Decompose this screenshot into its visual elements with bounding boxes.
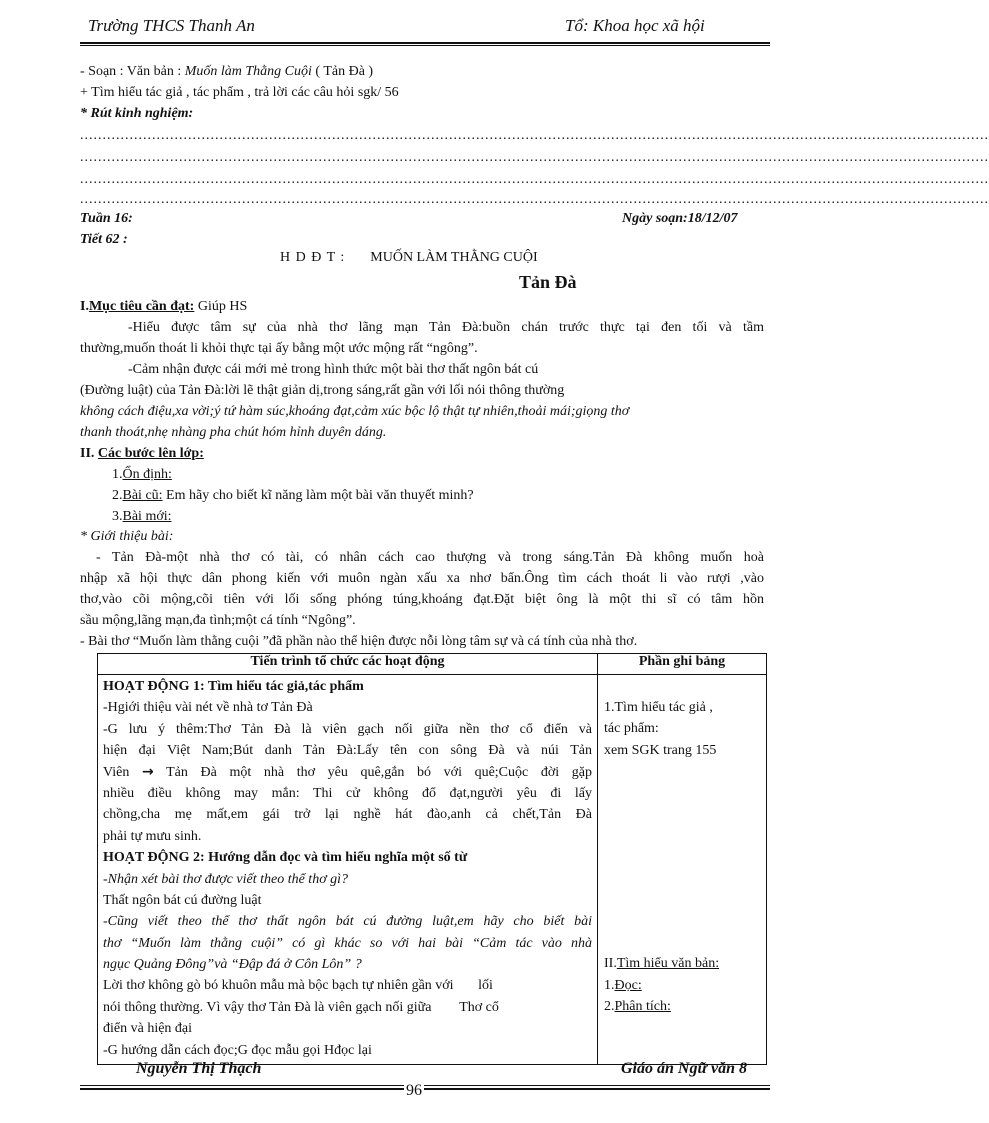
objective-1-line-2: thường,muốn thoát li khỏi thực tại ấy bằng một ước mộng rất “ngông”. [80, 341, 478, 356]
dotted-line-3: .......................................................................................................................................................................................................... [80, 172, 989, 187]
lesson-title: MUỐN LÀM THẰNG CUỘI [370, 250, 538, 265]
intro-line-5: - Bài thơ “Muốn làm thằng cuội ”đã phần nào thể hiện được nỗi lòng tâm sự và cá tính của nhà thơ. [80, 634, 638, 649]
board-section-2: II.Tìm hiểu văn bản: [604, 956, 720, 972]
review-heading: * Rút kinh nghiệm: [80, 106, 194, 121]
prep-date: Ngày soạn:18/12/07 [622, 211, 738, 226]
activity-2-answer: điển và hiện đại [103, 1021, 193, 1037]
lesson-type: H D Đ T : [280, 250, 346, 265]
activity-2-question: -Cũng viết theo thể thơ thất ngôn bát cú đường luật,em hãy cho biết bài [103, 914, 592, 930]
table-header-row [98, 654, 767, 675]
objective-2-line-2: (Đường luật) của Tản Đà:lời lẽ thật giản dị,trong sáng,rất gần với lối nói thông thường [80, 383, 565, 398]
objective-2-line-4: thanh thoát,nhẹ nhàng pha chút hóm hỉnh duyên dáng. [80, 425, 387, 440]
intro-line-3: thơ,vào cõi mộng,cõi tiên với lối sống phóng túng,khoáng đạt.Đặt biệt ông là một thi sĩ có tâm hồn [80, 592, 764, 607]
header-rule [80, 42, 770, 44]
activity-2-reading: -G hướng dẫn cách đọc;G đọc mẫu gọi Hđọc lại [103, 1042, 372, 1058]
intro-line-1: - Tản Đà-một nhà thơ có tài, có nhân cách cao thượng và trong sáng.Tản Đà không muốn hoà [96, 550, 764, 565]
activity-1-line: phải tự mưu sinh. [103, 828, 202, 844]
board-note: 1.Tìm hiểu tác giả , [604, 700, 713, 715]
prep-line: - Soạn : Văn bản : Muốn làm Thằng Cuội ( Tản Đà ) [80, 64, 374, 79]
board-note: 1.Đọc: [604, 977, 642, 993]
step-2: 2.Bài cũ: Em hãy cho biết kĩ năng làm một bài văn thuyết minh? [112, 488, 474, 503]
col-activities-header: Tiến trình tổ chức các hoạt động [98, 654, 598, 675]
activity-2-question: -Nhận xét bài thơ được viết theo thể thơ gì? [103, 871, 349, 887]
objective-2-line-1: -Cảm nhận được cái mới mẻ trong hình thức một bài thơ thất ngôn bát cú [128, 362, 539, 377]
col-board-header: Phần ghi bảng [598, 654, 767, 675]
dotted-line-4: .......................................................................................................................................................................................................... [80, 192, 989, 207]
activity-1-line: -Hgiới thiệu vài nét về nhà tơ Tản Đà [103, 700, 313, 716]
activity-1-title: HOẠT ĐỘNG 1: Tìm hiểu tác giả,tác phẩm [103, 679, 364, 694]
step-1: 1.Ổn định: [112, 467, 172, 482]
activity-2-answer: Thất ngôn bát cú đường luật [103, 892, 262, 908]
dotted-line-1: .......................................................................................................................................................................................................... [80, 128, 989, 143]
footer-rule-thin [80, 1085, 770, 1086]
period-label: Tiết 62 : [80, 232, 128, 247]
activity-1-line: Viên → Tản Đà một nhà thơ yêu quê,gắn bó với quê;Cuộc đời gặp [103, 763, 592, 780]
school-name: Trường THCS Thanh An [88, 16, 255, 35]
footer-rule [80, 1088, 770, 1090]
board-note: tác phẩm: [604, 721, 659, 737]
activity-1-line: nhiều điều không may mắn: Thi cử không đổ đạt,người yêu đi lấy [103, 785, 592, 801]
activity-2-question: thơ “Muốn làm thằng cuội” có gì khác so với hai bài “Cảm tác vào nhà [103, 935, 592, 951]
activity-2-answer: Lời thơ không gò bó khuôn mẫu mà bộc bạch tự nhiên gần với lối [103, 978, 493, 994]
lesson-title-line [280, 250, 538, 266]
board-note: xem SGK trang 155 [604, 742, 717, 758]
prep-task: + Tìm hiểu tác giả , tác phẩm , trả lời các câu hỏi sgk/ 56 [80, 85, 399, 100]
prep-title: Muốn làm Thằng Cuội [184, 64, 312, 79]
page-number: 96 [406, 1082, 422, 1099]
intro-line-4: sầu mộng,lãng mạn,đa tình;một cá tính “Ngông”. [80, 613, 356, 628]
objective-2-line-3: không cách điệu,xa vời;ý tứ hàm súc,khoáng đạt,cảm xúc bộc lộ thật tự nhiên,thoải mái;giọng thơ [80, 404, 630, 419]
table-row [98, 675, 767, 1065]
activity-2-question: ngục Quảng Đông”và “Đập đá ở Côn Lôn” ? [103, 957, 362, 973]
activity-2-title: HOẠT ĐỘNG 2: Hướng dẫn đọc và tìm hiểu nghĩa một số từ [103, 850, 468, 866]
subject-name: Giáo án Ngữ văn 8 [621, 1060, 748, 1077]
step-3: 3.Bài mới: [112, 509, 172, 524]
arrow-right-icon: → [142, 763, 154, 780]
week-label: Tuần 16: [80, 211, 133, 226]
objectives-heading: I.Mục tiêu cần đạt: Giúp HS [80, 299, 248, 314]
header-rule-thin [80, 45, 770, 46]
teacher-name: Nguyễn Thị Thạch [136, 1060, 262, 1077]
intro-heading: * Giới thiệu bài: [80, 529, 174, 544]
activity-1-line: hiện đại Việt Nam;Bút danh Tản Đà:Lấy tên con sông Đà và núi Tản [103, 743, 592, 759]
activity-2-answer: nói thông thường. Vì vậy thơ Tản Đà là viên gạch nối giữa Thơ cổ [103, 999, 499, 1015]
activity-1-line: -G lưu ý thêm:Thơ Tản Đà là viên gạch nối giữa nền thơ cổ điển và [103, 721, 592, 737]
objective-1-line-1: -Hiểu được tâm sự của nhà thơ lãng mạn Tản Đà:buồn chán trước thực tại đen tối và tầm [128, 320, 764, 335]
activities-cell [98, 675, 598, 1065]
activities-table [97, 653, 767, 1065]
poem-author: Tản Đà [519, 272, 577, 292]
steps-heading: II. Các bước lên lớp: [80, 446, 204, 461]
intro-line-2: nhập xã hội thực dân phong kiến với muôn ngàn xấu xa nhơ bẩn.Ông tìm cách thoát li vào rượi ,vào [80, 571, 764, 586]
board-note: 2.Phân tích: [604, 998, 671, 1014]
department-name: Tổ: Khoa học xã hội [565, 16, 705, 35]
dotted-line-2: .......................................................................................................................................................................................................... [80, 150, 989, 165]
board-cell [598, 675, 767, 1065]
activity-1-line: chồng,cha mẹ mất,em gái trở lại nghề hát đào,anh cả chết,Tản Đà [103, 807, 592, 823]
